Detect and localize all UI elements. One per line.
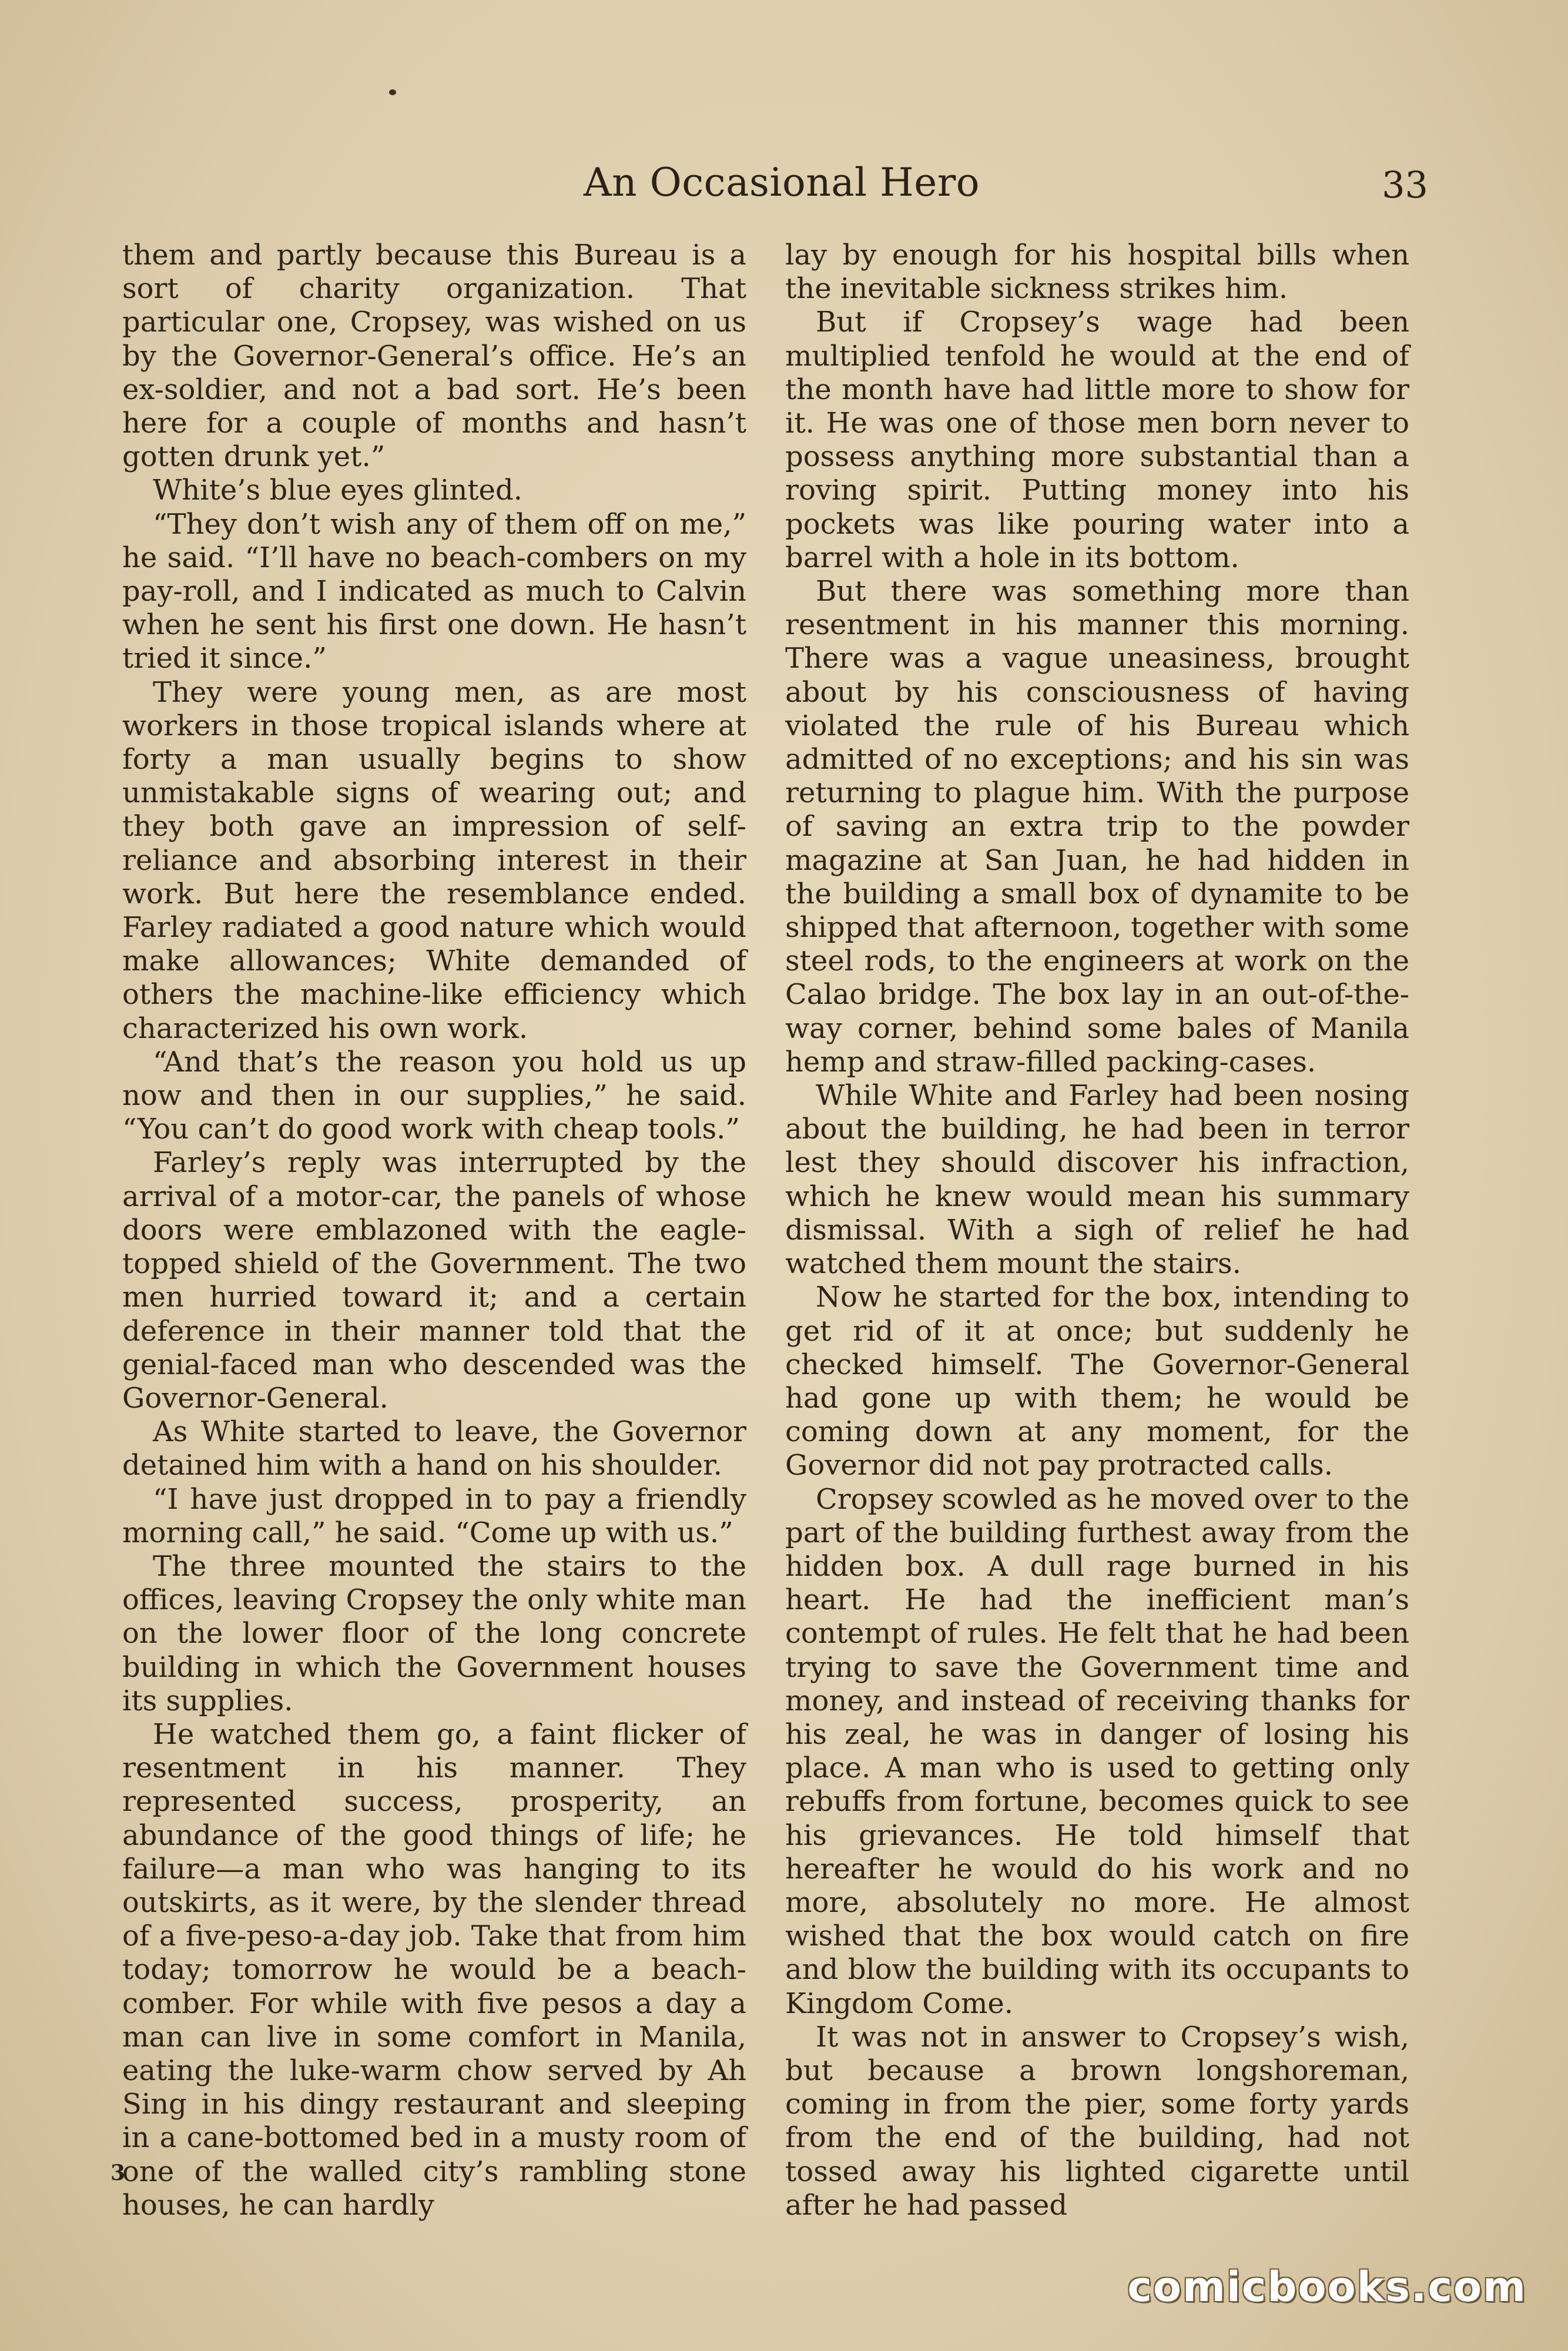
- paragraph: But there was something more than resentment in his manner this morning. There was a vague uneasiness, brought about by his consciousness of having violated the rule of his Bureau which admitted of no exceptions; and his sin was returning to plague him. With the purpose of saving an extra trip to the powder magazine at San Juan, he had hidden in the building a small box of dynamite to be shipped that afternoon, together with some steel rods, to the engineers at work on the Calao bridge. The box lay in an out-of-the-way corner, behind some bales of Manila hemp and straw-filled packing-cases.: [785, 575, 1409, 1079]
- paragraph: He watched them go, a faint flicker of resentment in his manner. They represented success, prosperity, an abundance of the good things of life; he failure—a man who was hanging to its outskirts, as it were, by the slender thread of a five-peso-a-day job. Take that from him today; tomorrow he would be a beach-comber. For while with five pesos a day a man can live in some comfort in Manila, eating the luke-warm chow served by Ah Sing in his dingy restaurant and sleeping in a cane-bottomed bed in a musty room of one of the walled city’s rambling stone houses, he can hardly: [122, 1717, 746, 2222]
- paragraph: Farley’s reply was interrupted by the arrival of a motor-car, the panels of whose doors were emblazoned with the eagle-topped shield of the Government. The two men hurried toward it; and a certain deference in their manner told that the genial-faced man who descended was the Governor-General.: [122, 1146, 746, 1415]
- ink-speck: [389, 89, 396, 95]
- paragraph: “And that’s the reason you hold us up now and then in our supplies,” he said. “You can’t do good work with cheap tools.”: [122, 1045, 746, 1146]
- paragraph: The three mounted the stairs to the offices, leaving Cropsey the only white man on the lower floor of the long concrete building in which the Government houses its supplies.: [122, 1549, 746, 1717]
- paragraph: “I have just dropped in to pay a friendly morning call,” he said. “Come up with us.”: [122, 1482, 746, 1549]
- signature-mark: 3: [110, 2161, 126, 2185]
- paragraph: They were young men, as are most workers in those tropical islands where at forty a man usually begins to show unmistakable signs of wearing out; and they both gave an impression of self-reliance and absorbing interest in their work. But here the resemblance ended. Farley radiated a good nature which would make allowances; White demanded of others the machine-like efficiency which characterized his own work.: [122, 675, 746, 1045]
- page-number: 33: [1382, 163, 1428, 206]
- paragraph: While White and Farley had been nosing about the building, he had been in terror lest they should discover his infraction, which he knew would mean his summary dismissal. With a sigh of relief he had watched them mount the stairs.: [785, 1079, 1409, 1281]
- left-column: [122, 239, 746, 2222]
- paragraph: “They don’t wish any of them off on me,” he said. “I’ll have no beach-combers on my pay-roll, and I indicated as much to Calvin when he sent his first one down. He hasn’t tried it since.”: [122, 507, 746, 675]
- paragraph: lay by enough for his hospital bills when the inevitable sickness strikes him.: [785, 239, 1409, 306]
- right-column: [785, 239, 1409, 2222]
- paragraph: Cropsey scowled as he moved over to the part of the building furthest away from the hidden box. A dull rage burned in his heart. He had the inefficient man’s contempt of rules. He felt that he had been trying to save the Government time and money, and instead of receiving thanks for his zeal, he was in danger of losing his place. A man who is used to getting only rebuffs from fortune, becomes quick to see his grievances. He told himself that hereafter he would do his work and no more, absolutely no more. He almost wished that the box would catch on fire and blow the building with its occupants to Kingdom Come.: [785, 1482, 1409, 2020]
- paragraph: them and partly because this Bureau is a sort of charity organization. That particular one, Cropsey, was wished on us by the Governor-General’s office. He’s an ex-soldier, and not a bad sort. He’s been here for a couple of months and hasn’t gotten drunk yet.”: [122, 239, 746, 474]
- paragraph: It was not in answer to Cropsey’s wish, but because a brown longshoreman, coming in from the pier, some forty yards from the end of the building, had not tossed away his lighted cigarette until after he had passed: [785, 2020, 1409, 2222]
- running-title: An Occasional Hero: [583, 160, 980, 205]
- watermark: comicbooks.com: [1127, 2263, 1527, 2311]
- paragraph: White’s blue eyes glinted.: [153, 474, 522, 507]
- paragraph: Now he started for the box, intending to get rid of it at once; but suddenly he checked himself. The Governor-General had gone up with them; he would be coming down at any moment, for the Governor did not pay protracted calls.: [785, 1281, 1409, 1482]
- paragraph: As White started to leave, the Governor detained him with a hand on his shoulder.: [122, 1415, 746, 1482]
- paragraph: But if Cropsey’s wage had been multiplied tenfold he would at the end of the month have had little more to show for it. He was one of those men born never to possess anything more substantial than a roving spirit. Putting money into his pockets was like pouring water into a barrel with a hole in its bottom.: [785, 306, 1409, 574]
